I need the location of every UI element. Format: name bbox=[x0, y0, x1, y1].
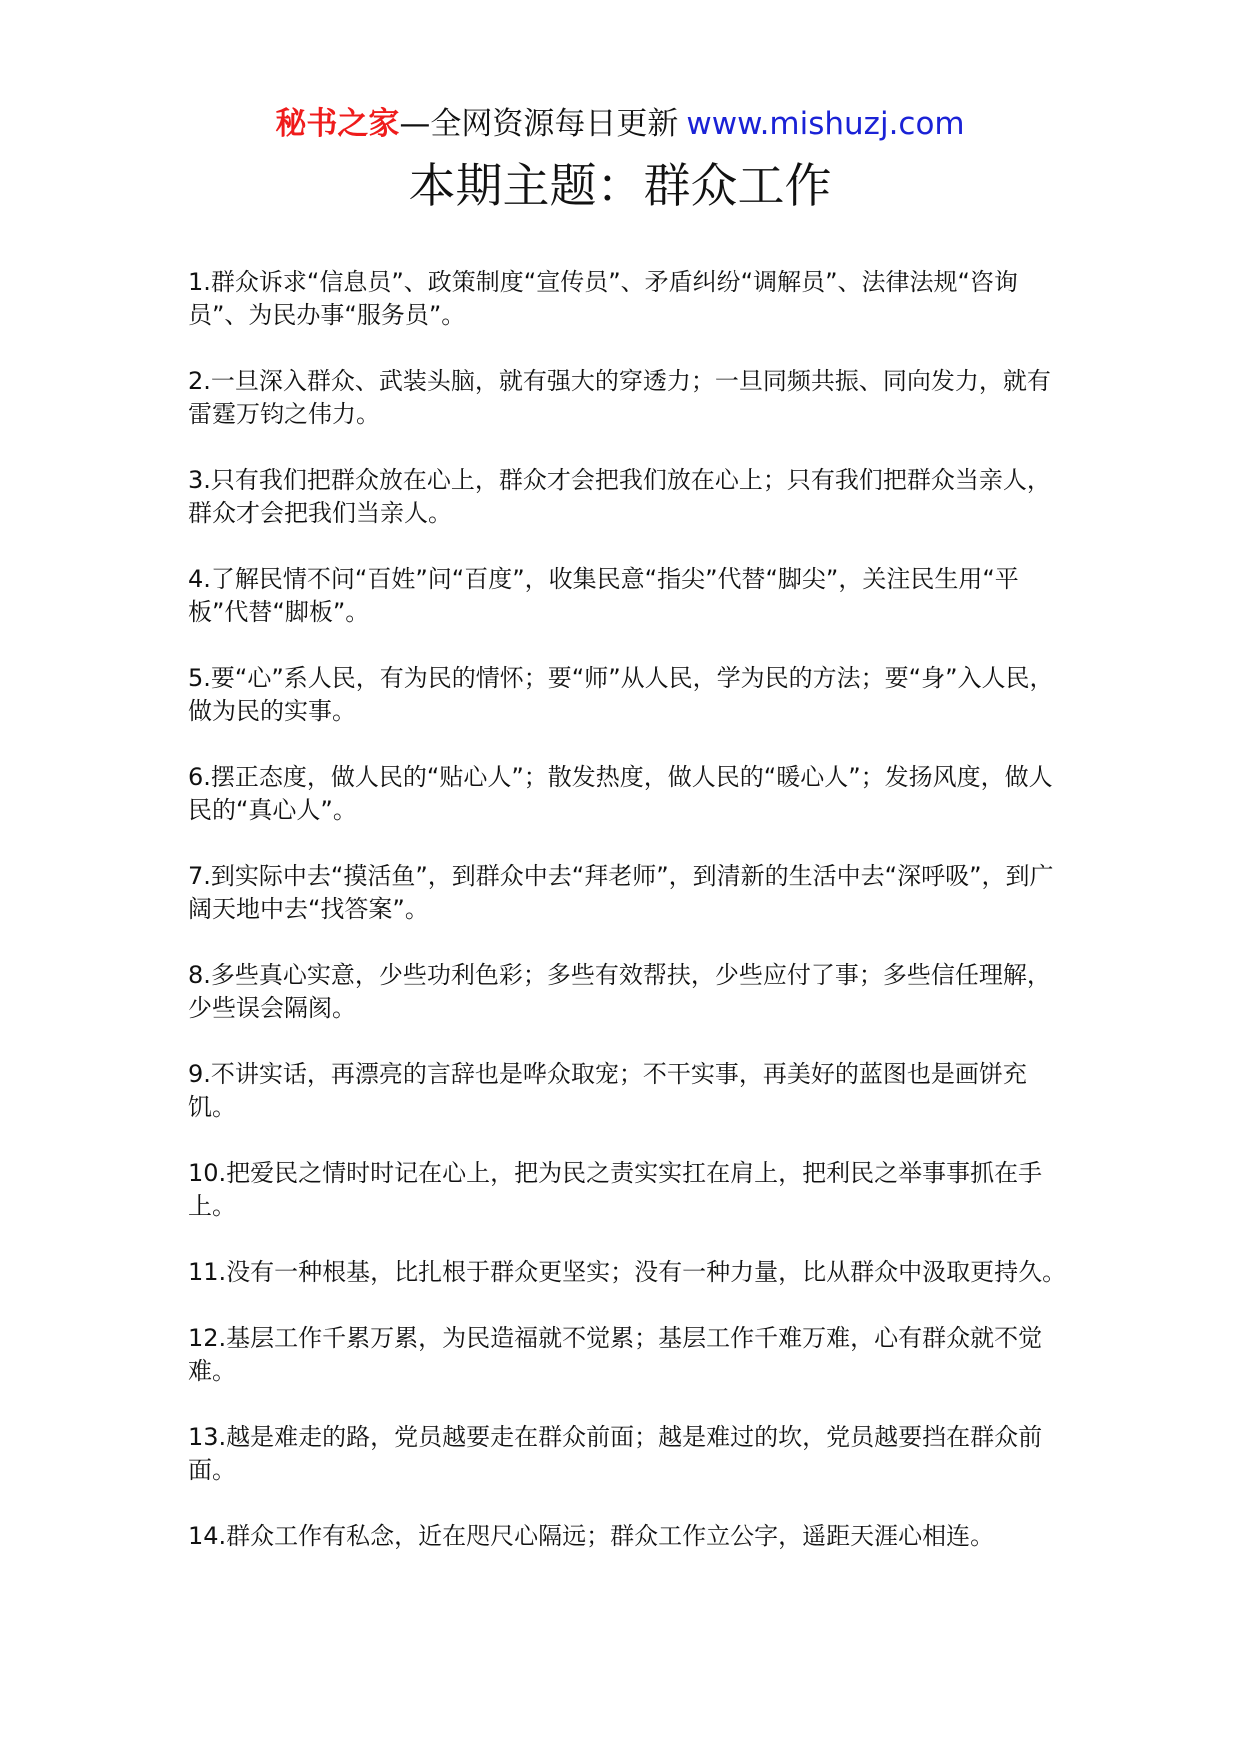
list-item: 13.越是难走的路，党员越要走在群众前面；越是难过的坎，党员越要挡在群众前面。 bbox=[188, 1423, 1043, 1484]
list-item: 11.没有一种根基，比扎根于群众更坚实；没有一种力量，比从群众中汲取更持久。 bbox=[188, 1258, 1067, 1286]
site-url-link[interactable]: www.mishuzj.com bbox=[686, 106, 965, 142]
list-item: 14.群众工作有私念，近在咫尺心隔远；群众工作立公字，遥距天涯心相连。 bbox=[188, 1522, 995, 1550]
list-item: 12.基层工作千累万累，为民造福就不觉累；基层工作千难万难，心有群众就不觉难。 bbox=[188, 1324, 1043, 1385]
list-item: 8.多些真心实意，少些功利色彩；多些有效帮扶，少些应付了事；多些信任理解，少些误会隔阂。 bbox=[188, 961, 1051, 1022]
page-title: 本期主题：群众工作 bbox=[408, 159, 832, 214]
list-item: 4.了解民情不问“百姓”问“百度”，收集民意“指尖”代替“脚尖”，关注民生用“平板”代替“脚板”。 bbox=[188, 565, 1019, 626]
list-item: 5.要“心”系人民，有为民的情怀；要“师”从人民，学为民的方法；要“身”入人民，做为民的实事。 bbox=[188, 664, 1054, 725]
site-tagline: —全网资源每日更新 bbox=[399, 106, 679, 142]
list-item: 6.摆正态度，做人民的“贴心人”；散发热度，做人民的“暖心人”；发扬风度，做人民的“真心人”。 bbox=[188, 763, 1053, 824]
list-item: 7.到实际中去“摸活鱼”，到群众中去“拜老师”，到清新的生活中去“深呼吸”，到广阔天地中去“找答案”。 bbox=[188, 862, 1054, 923]
site-header bbox=[0, 102, 1240, 146]
list-item: 2.一旦深入群众、武装头脑，就有强大的穿透力；一旦同频共振、同向发力，就有雷霆万钧之伟力。 bbox=[188, 367, 1051, 428]
list-item: 1.群众诉求“信息员”、政策制度“宣传员”、矛盾纠纷“调解员”、法律法规“咨询员”、为民办事“服务员”。 bbox=[188, 268, 1018, 329]
list-item: 3.只有我们把群众放在心上，群众才会把我们放在心上；只有我们把群众当亲人，群众才会把我们当亲人。 bbox=[188, 466, 1051, 527]
brand-name: 秘书之家 bbox=[275, 106, 400, 142]
list-item: 9.不讲实话，再漂亮的言辞也是哗众取宠；不干实事，再美好的蓝图也是画饼充饥。 bbox=[188, 1060, 1027, 1121]
content-list bbox=[188, 266, 1068, 1586]
list-item: 10.把爱民之情时时记在心上，把为民之责实实扛在肩上，把利民之举事事抓在手上。 bbox=[188, 1159, 1043, 1220]
